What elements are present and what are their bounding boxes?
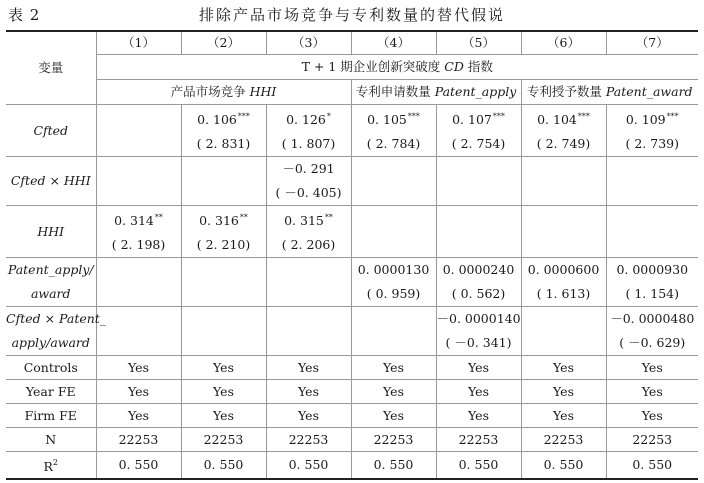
column-number: （5） [436,31,521,55]
row-label: Year FE [6,380,96,404]
table-title: 排除产品市场竞争与专利数量的替代假说 [198,6,505,24]
empty-cell [266,258,351,307]
empty-cell [351,157,436,206]
coef-cell: 0. 107*** ( 2. 754) [436,105,521,157]
column-number: （1） [96,31,181,55]
column-number: （4） [351,31,436,55]
column-number: （2） [181,31,266,55]
coef-cell: 0. 0000130 ( 0. 959) [351,258,436,307]
group-patent-apply-header: 专利申请数量 Patent_apply [351,80,521,105]
table-number: 表 2 [8,6,41,24]
table-row-cfted [6,105,698,157]
group-hhi-header: 产品市场竞争 HHI [96,80,351,105]
header-row-columns [6,31,698,55]
empty-cell [96,258,181,307]
coef-cell: 0. 0000240 ( 0. 562) [436,258,521,307]
row-label: Patent_apply/ award [6,258,96,307]
empty-cell [521,206,606,258]
header-row-dependent [6,55,698,80]
row-label: N [6,428,96,452]
dep-var-suffix: 指数 [467,59,493,74]
table-row-controls: Controls Yes Yes Yes Yes Yes Yes Yes [6,356,698,380]
row-label: HHI [6,206,96,258]
empty-cell [181,307,266,356]
coef-cell: 0. 105*** ( 2. 784) [351,105,436,157]
coef-cell: 0. 106*** ( 2. 831) [181,105,266,157]
row-label: Cfted × HHI [6,157,96,206]
table-row-year-fe: Year FE Yes Yes Yes Yes Yes Yes Yes [6,380,698,404]
coef-cell: 0. 316** ( 2. 210) [181,206,266,258]
row-label: Controls [6,356,96,380]
coef-cell: 0. 0000600 ( 1. 613) [521,258,606,307]
regression-table [6,30,698,480]
empty-cell [606,206,698,258]
coef-cell: －0. 0000480 ( －0. 629) [606,307,698,356]
variable-header: 变量 [6,31,96,105]
empty-cell [266,307,351,356]
coef-cell: 0. 0000930 ( 1. 154) [606,258,698,307]
group-patent-award-header: 专利授予数量 Patent_award [521,80,698,105]
dep-var-prefix: T + 1 期企业创新突破度 [301,59,441,74]
table-row-cfted-hhi [6,157,698,206]
coef-cell: 0. 314** ( 2. 198) [96,206,181,258]
empty-cell [436,157,521,206]
empty-cell [521,307,606,356]
empty-cell [181,258,266,307]
column-number: （6） [521,31,606,55]
table-row-hhi [6,206,698,258]
dep-var-cd: CD [444,59,464,74]
empty-cell [351,206,436,258]
empty-cell [606,157,698,206]
empty-cell [521,157,606,206]
row-label: Cfted [6,105,96,157]
coef-cell: 0. 315** ( 2. 206) [266,206,351,258]
empty-cell [96,307,181,356]
row-label: Firm FE [6,404,96,428]
empty-cell [181,157,266,206]
empty-cell [436,206,521,258]
table-row-r2: $R^2$ 0. 550 0. 550 0. 550 0. 550 0. 550 0. 550 0. 550 [6,452,698,480]
header-row-groups [6,80,698,105]
dependent-variable-header [96,55,698,80]
coef-cell: －0. 291 ( －0. 405) [266,157,351,206]
column-number: （3） [266,31,351,55]
row-label: Cfted × Patent_ apply/award [6,307,96,356]
empty-cell [351,307,436,356]
table-row-cfted-patent [6,307,698,356]
table-row-n: N 22253 22253 22253 22253 22253 22253 22253 [6,428,698,452]
table-row-patent [6,258,698,307]
empty-cell [96,105,181,157]
table-row-firm-fe: Firm FE Yes Yes Yes Yes Yes Yes Yes [6,404,698,428]
coef-cell: －0. 0000140 ( －0. 341) [436,307,521,356]
coef-cell: 0. 109*** ( 2. 739) [606,105,698,157]
coef-cell: 0. 104*** ( 2. 749) [521,105,606,157]
column-number: （7） [606,31,698,55]
row-label: $R^2$ [6,452,96,480]
coef-cell: 0. 126* ( 1. 807) [266,105,351,157]
empty-cell [96,157,181,206]
